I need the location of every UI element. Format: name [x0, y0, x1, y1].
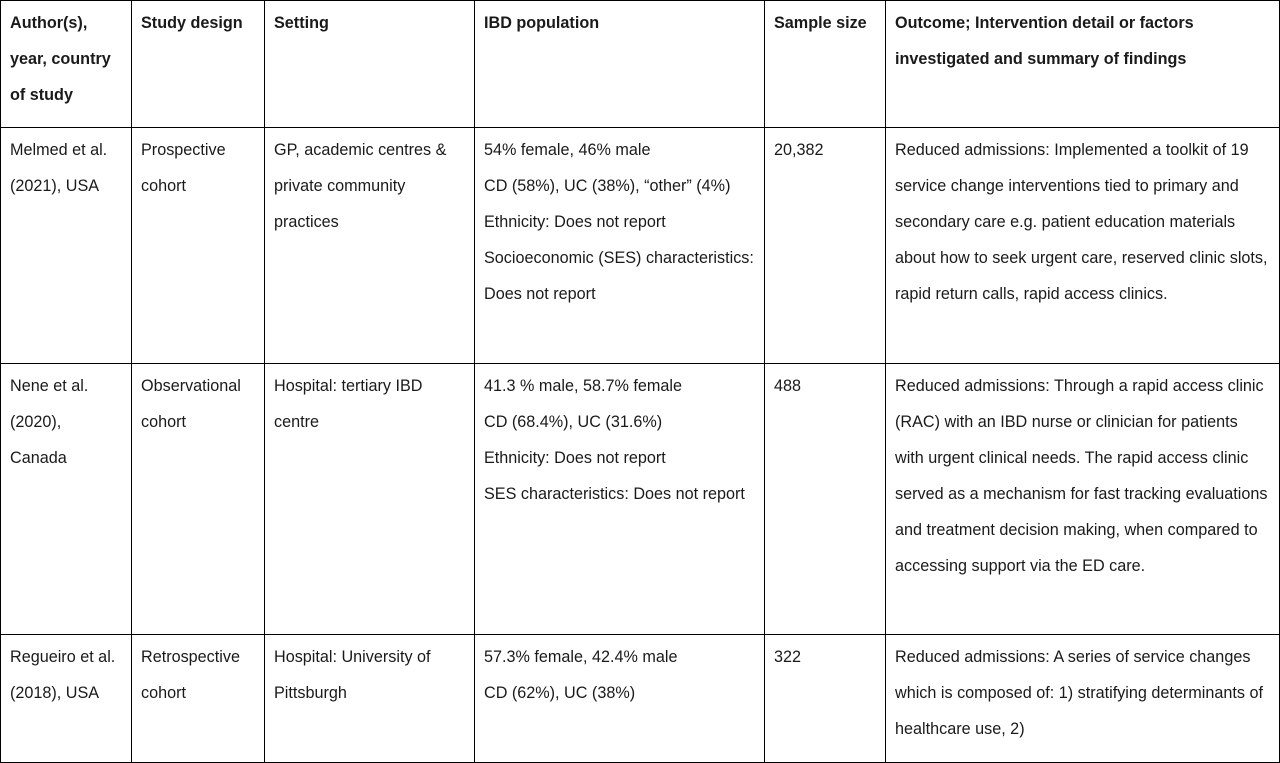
- population-line: 54% female, 46% male: [484, 141, 651, 159]
- cell-ibd-population: [475, 364, 765, 635]
- cell-setting: Hospital: University of Pittsburgh: [265, 635, 475, 763]
- header-setting: Setting: [265, 1, 475, 128]
- cell-setting: GP, academic centres & private community practices: [265, 128, 475, 364]
- table-row: [1, 364, 1280, 635]
- cell-author: Melmed et al. (2021), USA: [1, 128, 132, 364]
- population-line: CD (58%), UC (38%), “other” (4%): [484, 177, 731, 195]
- cell-author: Nene et al. (2020), Canada: [1, 364, 132, 635]
- cell-study-design: Retrospective cohort: [132, 635, 265, 763]
- cell-outcome: Reduced admissions: Through a rapid access clinic (RAC) with an IBD nurse or clinician for patients with urgent clinical needs. The rapid access clinic served as a mechanism for fast tracking evaluations and treatment decision making, when compared to accessing support via the ED care.: [886, 364, 1280, 635]
- header-row: [1, 1, 1280, 128]
- cell-sample-size: 322: [765, 635, 886, 763]
- cell-outcome: Reduced admissions: Implemented a toolkit of 19 service change interventions tied to primary and secondary care e.g. patient education materials about how to seek urgent care, reserved clinic slots, rapid return calls, rapid access clinics.: [886, 128, 1280, 364]
- table-row: [1, 128, 1280, 364]
- table-row: [1, 635, 1280, 763]
- population-line: 41.3 % male, 58.7% female: [484, 377, 682, 395]
- population-line: Socioeconomic (SES) characteristics: Does not report: [484, 249, 754, 303]
- cell-outcome: Reduced admissions: A series of service changes which is composed of: 1) stratifying determinants of healthcare use, 2): [886, 635, 1280, 763]
- population-line: SES characteristics: Does not report: [484, 485, 745, 503]
- cell-author: Regueiro et al. (2018), USA: [1, 635, 132, 763]
- header-sample-size: Sample size: [765, 1, 886, 128]
- cell-ibd-population: [475, 128, 765, 364]
- population-line: CD (68.4%), UC (31.6%): [484, 413, 663, 431]
- cell-sample-size: 20,382: [765, 128, 886, 364]
- population-line: 57.3% female, 42.4% male: [484, 648, 678, 666]
- population-line: Ethnicity: Does not report: [484, 449, 666, 467]
- population-line: Ethnicity: Does not report: [484, 213, 666, 231]
- cell-study-design: Prospective cohort: [132, 128, 265, 364]
- header-ibd-population: IBD population: [475, 1, 765, 128]
- population-line: CD (62%), UC (38%): [484, 684, 636, 702]
- cell-sample-size: 488: [765, 364, 886, 635]
- cell-setting: Hospital: tertiary IBD centre: [265, 364, 475, 635]
- cell-ibd-population: [475, 635, 765, 763]
- cell-study-design: Observational cohort: [132, 364, 265, 635]
- header-author: Author(s), year, country of study: [1, 1, 132, 128]
- header-study-design: Study design: [132, 1, 265, 128]
- header-outcome: Outcome; Intervention detail or factors investigated and summary of findings: [886, 1, 1280, 128]
